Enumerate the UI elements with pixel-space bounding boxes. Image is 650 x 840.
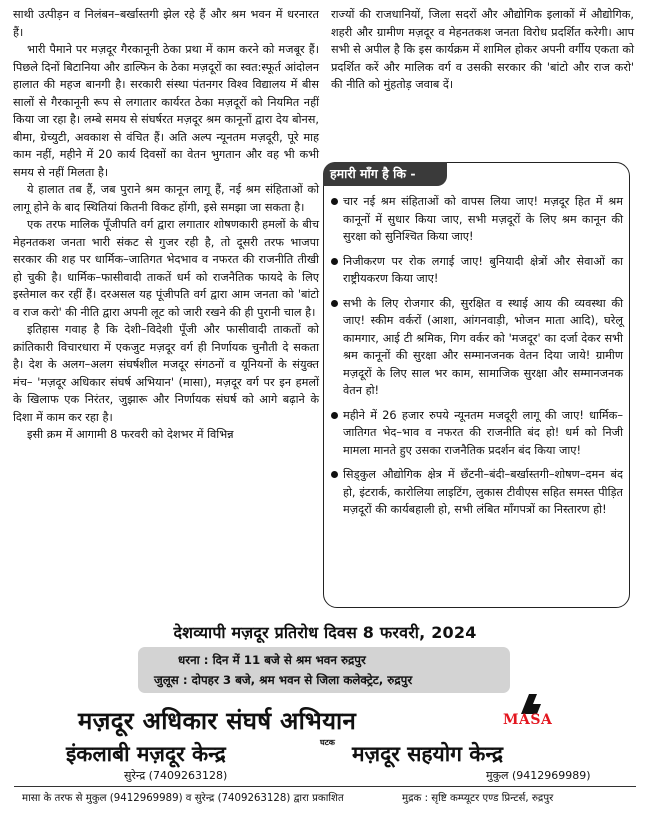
- printer-credit: मुद्रक : सृष्टि कम्प्यूटर एण्ड प्रिन्टर्स, रुद्रपुर: [402, 793, 554, 804]
- paragraph: इतिहास गवाह है कि देशी–विदेशी पूँजी और फासीवादी ताकतों को क्रांतिकारी विचारधारा में एकजुट मज़दूर वर्ग ही निर्णायक चुनौती दे सकता है। देश के अलग–अलग संघर्षशील मजदूर संगठनों व यूनियनों के संयुक्त मंच– 'मज़दूर अधिकार संघर्ष अभियान' (मासा), मज़दूर वर्ग पर इन हमलों के खिलाफ एक निरंतर, जुझारू और निर्णायक संघर्ष को आगे बढ़ाने के दिशा में काम कर रहा है।: [13, 323, 319, 424]
- dharna-line: धरना : दिन में 11 बजे से श्रम भवन रुद्रपुर: [178, 653, 366, 667]
- organization-title: मज़दूर अधिकार संघर्ष अभियान: [78, 707, 357, 735]
- right-organization: मज़दूर सहयोग केन्द्र: [352, 742, 504, 766]
- demands-box: [323, 162, 630, 608]
- demands-heading: हमारी माँग है कि -: [323, 162, 447, 186]
- connector-label: घटक: [320, 738, 335, 747]
- paragraph: एक तरफ मालिक पूँजीपति वर्ग द्वारा लगातार शोषणकारी हमलों के बीच मेहनतकश जनता भारी संकट से गुजर रही है, तो दूसरी तरफ भाजपा सरकार की शह पर धार्मिक–जातिगत भेदभाव व नफरत की राजनीति तीखी हो चुकी है। धार्मिक–फासीवादी ताकतें धर्म को राजनैतिक फायदे के लिए इस्तेमाल कर रहीं हैं। दरअसल यह पूंजीपति वर्ग द्वारा आम जनता को 'बांटो व राज करो' की नीति द्वारा अपनी लूट को जारी रखने की ही पुरानी चाल है।: [13, 218, 319, 319]
- demand-item: निजीकरण पर रोक लगाई जाए! बुनियादी क्षेत्रों और सेवाओं का राष्ट्रीयकरण किया जाए!: [330, 253, 623, 288]
- paragraph: राज्यों की राजधानियों, जिला सदरों और औद्योगिक इलाकों में औद्योगिक, शहरी और ग्रामीण मज़दूर व मेहनतकश जनता विरोध प्रदर्शित करेगी। आप सभी से अपील है कि इस कार्यक्रम में शामिल होकर अपनी वर्गीय एकता को प्रदर्शित करें और मालिक वर्ग व उसकी सरकार की 'बांटो और राज करो' की नीति को मुंहतोड़ जवाब दें।: [331, 8, 634, 91]
- left-text-column: [13, 6, 319, 444]
- demands-list: [330, 193, 623, 526]
- paragraph: साथी उत्पीड़न व निलंबन–बर्खास्तगी झेल रहे हैं और श्रम भवन में धरनारत हैं।: [13, 8, 319, 39]
- left-contact: सुरेन्द्र (7409263128): [124, 769, 228, 782]
- demand-item: चार नई श्रम संहिताओं को वापस लिया जाए! मज़दूर हित में श्रम कानूनों में सुधार किया जाए, सभी मज़दूरों के लिए श्रम कानून की सुरक्षा को सुनिश्चित किया जाए!: [330, 193, 623, 246]
- publisher-credit: मासा के तरफ से मुकुल (9412969989) व सुरेन्द्र (7409263128) द्वारा प्रकाशित: [22, 793, 344, 804]
- paragraph: ये हालात तब हैं, जब पुराने श्रम कानून लागू हैं, नई श्रम संहिताओं को लागू होने के बाद स्थितियां कितनी विकट होंगी, इसे समझा जा सकता है।: [13, 183, 319, 214]
- event-details-box: [138, 647, 510, 693]
- right-contact: मुकुल (9412969989): [486, 769, 591, 782]
- event-title: देशव्यापी मज़दूर प्रतिरोध दिवस 8 फरवरी, 2024: [173, 623, 477, 642]
- julus-line: जुलूस : दोपहर 3 बजे, श्रम भवन से जिला कलेक्ट्रेट, रुद्रपुर: [154, 673, 413, 687]
- demand-item: महीने में 26 हजार रुपये न्यूनतम मजदूरी लागू की जाए! धार्मिक–जातिगत भेद–भाव व नफरत की राजनीति बंद हो! धर्म को निजी मामला मानते हुए उसका राजनैतिक प्रदर्शन बंद किया जाए!: [330, 407, 623, 460]
- right-text-column: [331, 6, 634, 94]
- demand-item: सभी के लिए रोजगार की, सुरक्षित व स्थाई आय की व्यवस्था की जाए! स्कीम वर्करों (आशा, आंगनवाड़ी, भोजन माता आदि), घरेलू कामगार, आई टी श्रमिक, गिग वर्कर को 'मजदूर' का दर्जा देकर सभी श्रम कानूनों की सुरक्षा और सम्मानजनक वेतन दिया जाये! ग्रामीण मज़दूरों के लिए साल भर काम, सामाजिक सुरक्षा और सम्मानजनक वेतन हो!: [330, 295, 623, 400]
- paragraph: भारी पैमाने पर मज़दूर गैरकानूनी ठेका प्रथा में काम करने को मजबूर हैं। पिछले दिनों बिटानिया और डाल्फिन के ठेका मज़दूरों का स्वत:स्फूर्त आंदोलन हालात की महज बानगी है। सरकारी संस्था पंतनगर विश्व विद्यालय में बीस सालों से गैरकानूनी रूप से लगातार कार्यरत ठेका मज़दूरों को नियमित नहीं किया जा रहा है। लम्बे समय से संघर्षरत मज़दूर श्रम कानूनों द्वारा देय बोनस, बीमा, ग्रेच्युटी, अवकाश से वंचित हैं। अति अल्प न्यूनतम मज़दूरी, पूरे माह काम नहीं, महीने में 20 कार्य दिवसों का वेतन भुगतान और वह भी कभी समय से नहीं मिलता है।: [13, 43, 319, 179]
- paragraph: इसी क्रम में आगामी 8 फरवरी को देशभर में विभिन्न: [27, 428, 234, 441]
- left-organization: इंकलाबी मज़दूर केन्द्र: [66, 742, 226, 766]
- footer-divider: [14, 786, 636, 787]
- masa-logo-text: MASA: [503, 712, 553, 728]
- demand-item: सिड्कुल औद्योगिक क्षेत्र में छँटनी–बंदी–बर्खास्तगी–शोषण–दमन बंद हो, इंटरार्क, कारोलिया लाइटिंग, लुकास टीवीएस सहित समस्त पीड़ित मज़दूरों की कार्यबहाली हो, सभी लंबित माँगपत्रों का निस्तारण हो!: [330, 466, 623, 519]
